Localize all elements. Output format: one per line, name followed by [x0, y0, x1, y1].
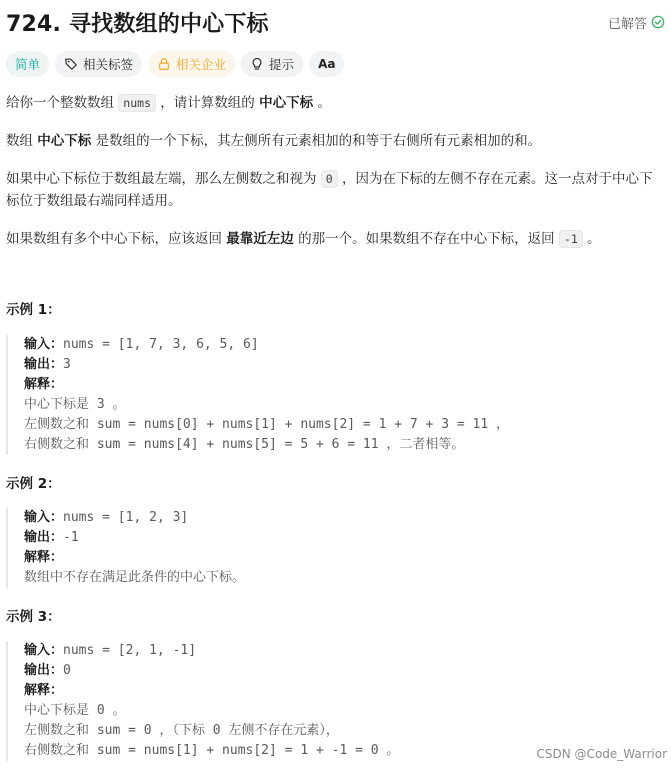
related-companies-button[interactable]: [148, 51, 235, 77]
example-explanation-line: 数组中不存在满足此条件的中心下标。: [24, 570, 246, 585]
hint-button[interactable]: [241, 51, 303, 77]
related-tags-label: 相关标签: [83, 57, 134, 72]
tag-icon: [64, 57, 78, 71]
example-explanation-line: 中心下标是 0 。: [24, 703, 126, 718]
inline-code: 0: [321, 170, 338, 188]
problem-title: 724. 寻找数组的中心下标: [6, 11, 269, 37]
example-explanation-line: 左侧数之和 sum = nums[0] + nums[1] + nums[2] = 1 + 7 + 3 = 11 ，: [24, 417, 509, 432]
difficulty-badge[interactable]: [6, 51, 49, 77]
lock-icon: [157, 57, 171, 71]
inline-code: -1: [559, 230, 583, 248]
solved-status[interactable]: [608, 13, 665, 32]
example-explanation-line: 右侧数之和 sum = nums[4] + nums[5] = 5 + 6 = 11 ，二者相等。: [24, 437, 465, 452]
check-circle-icon: [651, 15, 665, 29]
lightbulb-icon: [250, 57, 264, 71]
example-output: 0: [63, 663, 71, 678]
example-1-title: 示例 1：: [6, 302, 61, 318]
hint-label: 提示: [269, 57, 295, 72]
desc-paragraph-2: 数组 中心下标 是数组的一个下标，其左侧所有元素相加的和等于右侧所有元素相加的和。: [6, 133, 542, 149]
example-input: nums = [1, 2, 3]: [63, 510, 189, 525]
problem-description: [6, 92, 666, 266]
title-row: [6, 6, 665, 38]
watermark: CSDN @Code_Warrior: [536, 747, 667, 761]
desc-paragraph-4: 如果数组有多个中心下标，应该返回 最靠近左边 的那一个。如果数组不存在中心下标，返回 -1 。: [6, 231, 601, 247]
example-output: -1: [63, 530, 79, 545]
example-3-title: 示例 3：: [6, 609, 61, 625]
example-output: 3: [63, 357, 71, 372]
example-2-block: 输入：nums = [1, 2, 3] 输出：-1 解释： 数组中不存在满足此条件的中心下标。: [6, 508, 245, 588]
example-1-block: 输入：nums = [1, 7, 3, 6, 5, 6] 输出：3 解释： 中心下标是 3 。 左侧数之和 sum = nums[0] + nums[1] + nums[2] = 1 + 7 + 3 = 11 ， 右侧数之和 sum = nums[4] + nums[5] = 5 + 6 = 11 ，二者相等。: [6, 335, 509, 455]
example-2-title: 示例 2：: [6, 476, 61, 492]
tag-bar: [6, 51, 344, 77]
translate-icon: Aa: [318, 57, 336, 71]
related-tags-button[interactable]: [55, 51, 142, 77]
example-explanation-line: 右侧数之和 sum = nums[1] + nums[2] = 1 + -1 = 0 。: [24, 743, 400, 758]
difficulty-label: 简单: [15, 57, 41, 72]
example-explanation-line: 左侧数之和 sum = 0 ，（下标 0 左侧不存在元素），: [24, 723, 339, 738]
desc-paragraph-1: 给你一个整数数组 nums ，请计算数组的 中心下标 。: [6, 95, 331, 111]
solved-label: 已解答: [607, 16, 647, 32]
example-input: nums = [2, 1, -1]: [63, 643, 197, 658]
example-explanation-line: 中心下标是 3 。: [24, 397, 126, 412]
example-input: nums = [1, 7, 3, 6, 5, 6]: [63, 337, 259, 352]
desc-paragraph-3: 如果中心下标位于数组最左端，那么左侧数之和视为 0 ，因为在下标的左侧不存在元素。这一点对于中心下标位于数组最右端同样适用。: [6, 171, 653, 209]
translate-button[interactable]: [309, 51, 344, 77]
inline-code: nums: [118, 94, 156, 112]
related-companies-label: 相关企业: [176, 57, 227, 72]
example-3-block: 输入：nums = [2, 1, -1] 输出：0 解释： 中心下标是 0 。 左侧数之和 sum = 0 ，（下标 0 左侧不存在元素）， 右侧数之和 sum = nums[1] + nums[2] = 1 + -1 = 0 。: [6, 641, 399, 761]
